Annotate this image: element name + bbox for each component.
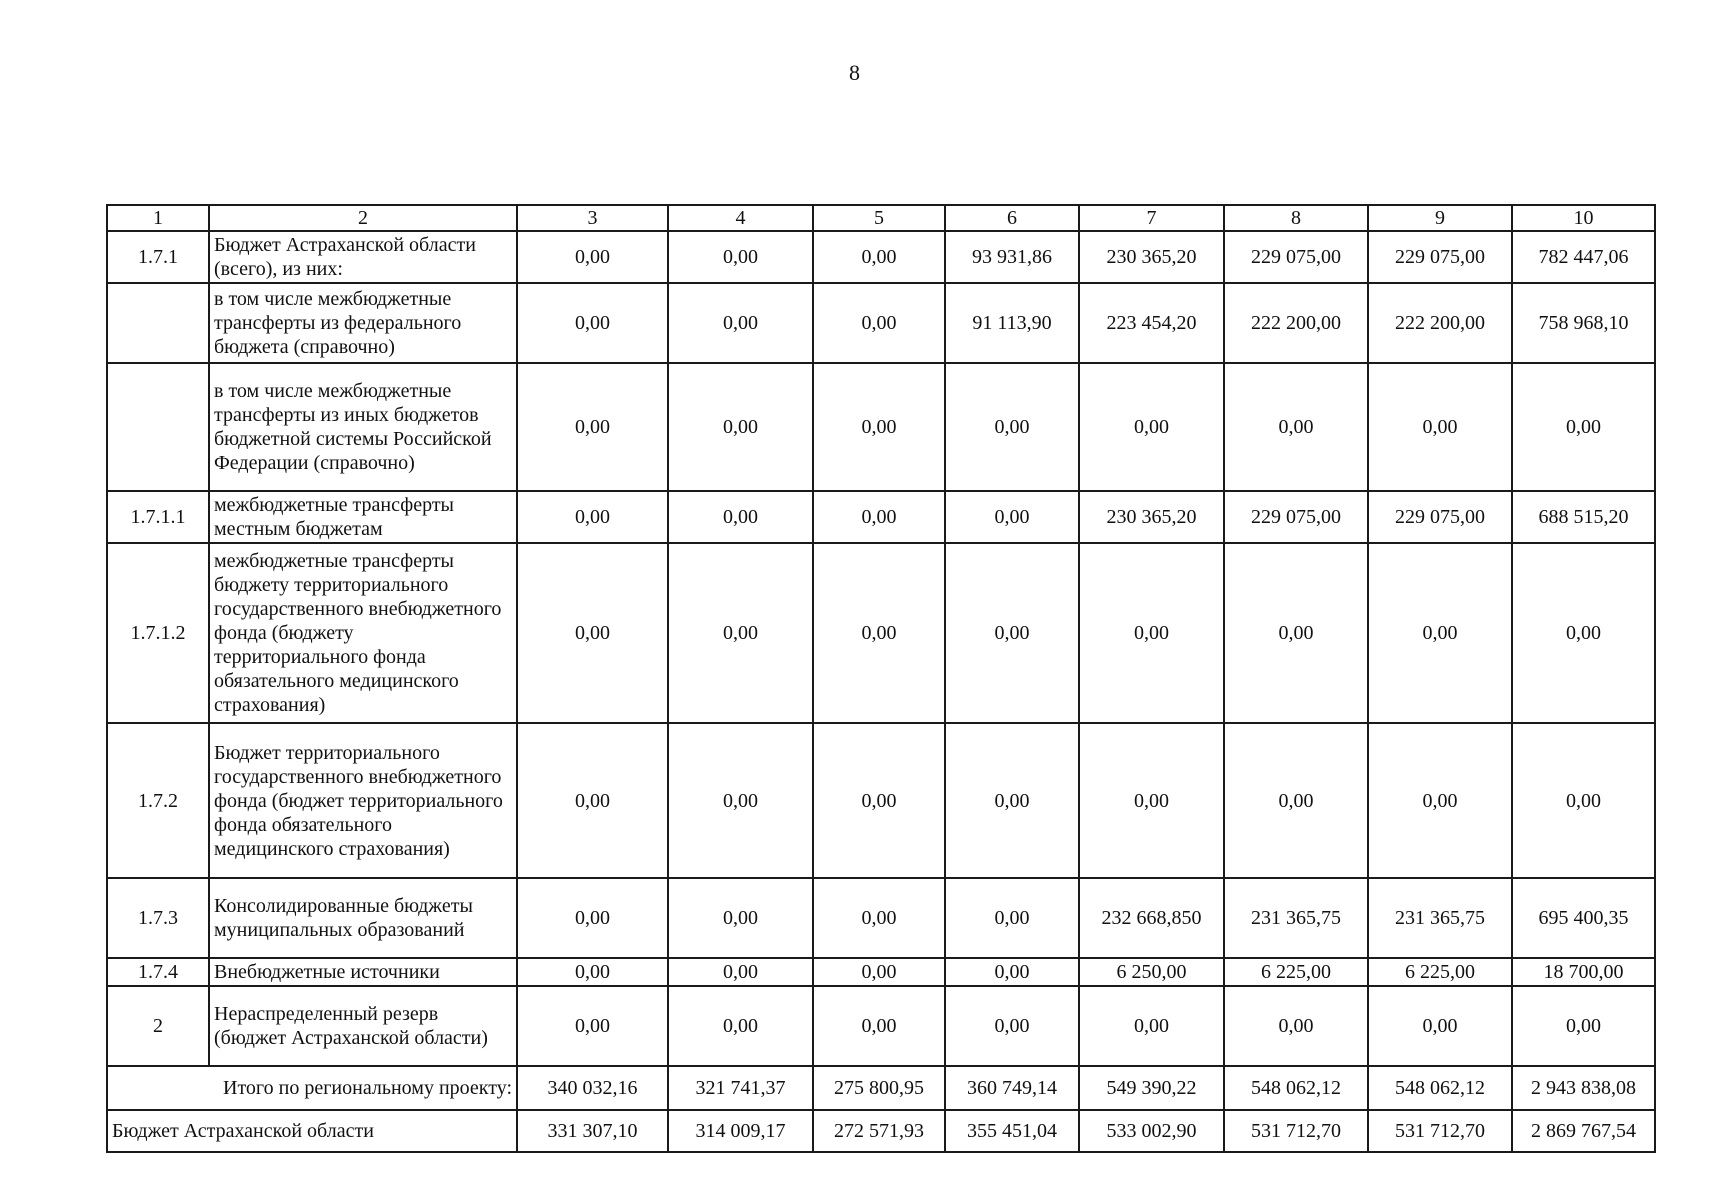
value-cell: 6 250,00: [1079, 958, 1224, 986]
value-cell: 0,00: [517, 543, 668, 723]
value-cell: 0,00: [945, 363, 1079, 491]
column-number: 6: [945, 205, 1079, 231]
row-code: 1.7.1.2: [107, 543, 209, 723]
value-cell: 758 968,10: [1512, 283, 1655, 363]
table-row: [107, 543, 1655, 723]
budget-table: [106, 204, 1656, 1153]
value-cell: 0,00: [813, 878, 945, 958]
value-cell: 0,00: [813, 543, 945, 723]
value-cell: 0,00: [668, 986, 813, 1066]
value-cell: 0,00: [1368, 363, 1512, 491]
row-description: межбюджетные трансферты местным бюджетам: [209, 491, 517, 543]
total-value: 321 741,37: [668, 1066, 813, 1110]
column-number: 3: [517, 205, 668, 231]
value-cell: 91 113,90: [945, 283, 1079, 363]
value-cell: 0,00: [668, 958, 813, 986]
footer-value: 272 571,93: [813, 1110, 945, 1152]
value-cell: 0,00: [517, 363, 668, 491]
row-description: в том числе межбюджетные трансферты из федерального бюджета (справочно): [209, 283, 517, 363]
row-code: 1.7.2: [107, 723, 209, 878]
value-cell: 222 200,00: [1224, 283, 1368, 363]
value-cell: 6 225,00: [1224, 958, 1368, 986]
value-cell: 0,00: [945, 958, 1079, 986]
value-cell: 0,00: [668, 363, 813, 491]
value-cell: 0,00: [517, 878, 668, 958]
total-row: [107, 1066, 1655, 1110]
value-cell: 0,00: [517, 283, 668, 363]
value-cell: 0,00: [1368, 986, 1512, 1066]
column-number: 4: [668, 205, 813, 231]
value-cell: 0,00: [1512, 363, 1655, 491]
column-number: 10: [1512, 205, 1655, 231]
row-description: Внебюджетные источники: [209, 958, 517, 986]
footer-value: 331 307,10: [517, 1110, 668, 1152]
row-description: в том числе межбюджетные трансферты из иных бюджетов бюджетной системы Российской Федерации (справочно): [209, 363, 517, 491]
row-description: Бюджет территориального государственного внебюджетного фонда (бюджет территориального фонда обязательного медицинского страхования): [209, 723, 517, 878]
value-cell: 0,00: [1224, 363, 1368, 491]
value-cell: 688 515,20: [1512, 491, 1655, 543]
value-cell: 0,00: [1368, 543, 1512, 723]
value-cell: 0,00: [813, 283, 945, 363]
footer-label: Бюджет Астраханской области: [107, 1110, 517, 1152]
value-cell: 0,00: [1224, 723, 1368, 878]
footer-value: 355 451,04: [945, 1110, 1079, 1152]
value-cell: 232 668,850: [1079, 878, 1224, 958]
footer-value: 314 009,17: [668, 1110, 813, 1152]
value-cell: 0,00: [668, 283, 813, 363]
row-code: [107, 363, 209, 491]
value-cell: 0,00: [517, 231, 668, 283]
footer-value: 533 002,90: [1079, 1110, 1224, 1152]
total-value: 548 062,12: [1368, 1066, 1512, 1110]
row-description: Нераспределенный резерв (бюджет Астраханской области): [209, 986, 517, 1066]
value-cell: 0,00: [1079, 543, 1224, 723]
value-cell: 0,00: [945, 543, 1079, 723]
row-description: Бюджет Астраханской области (всего), из них:: [209, 231, 517, 283]
table-row: [107, 231, 1655, 283]
row-description: Консолидированные бюджеты муниципальных образований: [209, 878, 517, 958]
value-cell: 0,00: [813, 986, 945, 1066]
value-cell: 0,00: [517, 986, 668, 1066]
value-cell: 0,00: [668, 878, 813, 958]
total-label: Итого по региональному проекту:: [107, 1066, 517, 1110]
column-number: 9: [1368, 205, 1512, 231]
table-row: [107, 491, 1655, 543]
total-value: 548 062,12: [1224, 1066, 1368, 1110]
table-row: [107, 283, 1655, 363]
table-row: [107, 363, 1655, 491]
table-row: [107, 723, 1655, 878]
value-cell: 0,00: [813, 723, 945, 878]
value-cell: 229 075,00: [1368, 231, 1512, 283]
value-cell: 0,00: [1368, 723, 1512, 878]
value-cell: 0,00: [668, 723, 813, 878]
value-cell: 0,00: [1224, 986, 1368, 1066]
value-cell: 93 931,86: [945, 231, 1079, 283]
table-row: [107, 878, 1655, 958]
column-number-row: [107, 205, 1655, 231]
total-value: 2 943 838,08: [1512, 1066, 1655, 1110]
value-cell: 229 075,00: [1224, 231, 1368, 283]
value-cell: 0,00: [945, 986, 1079, 1066]
column-number: 7: [1079, 205, 1224, 231]
row-code: 1.7.1: [107, 231, 209, 283]
value-cell: 0,00: [945, 878, 1079, 958]
footer-value: 2 869 767,54: [1512, 1110, 1655, 1152]
footer-value: 531 712,70: [1368, 1110, 1512, 1152]
value-cell: 18 700,00: [1512, 958, 1655, 986]
footer-value: 531 712,70: [1224, 1110, 1368, 1152]
row-code: 1.7.3: [107, 878, 209, 958]
value-cell: 0,00: [1512, 986, 1655, 1066]
value-cell: 6 225,00: [1368, 958, 1512, 986]
value-cell: 222 200,00: [1368, 283, 1512, 363]
value-cell: 0,00: [517, 723, 668, 878]
row-code: 1.7.4: [107, 958, 209, 986]
value-cell: 0,00: [945, 723, 1079, 878]
value-cell: 0,00: [813, 363, 945, 491]
value-cell: 0,00: [1079, 723, 1224, 878]
total-value: 275 800,95: [813, 1066, 945, 1110]
value-cell: 0,00: [1512, 723, 1655, 878]
table-row: [107, 986, 1655, 1066]
value-cell: 695 400,35: [1512, 878, 1655, 958]
row-code: 2: [107, 986, 209, 1066]
value-cell: 0,00: [813, 491, 945, 543]
value-cell: 0,00: [1079, 986, 1224, 1066]
row-description: межбюджетные трансферты бюджету территориального государственного внебюджетного фонда (бюджету территориального фонда обязательного медицинского страхования): [209, 543, 517, 723]
page-number: 8: [849, 60, 860, 85]
value-cell: 0,00: [813, 231, 945, 283]
value-cell: 782 447,06: [1512, 231, 1655, 283]
total-value: 360 749,14: [945, 1066, 1079, 1110]
value-cell: 0,00: [1512, 543, 1655, 723]
value-cell: 0,00: [668, 231, 813, 283]
footer-row: [107, 1110, 1655, 1152]
value-cell: 229 075,00: [1224, 491, 1368, 543]
column-number: 5: [813, 205, 945, 231]
total-value: 340 032,16: [517, 1066, 668, 1110]
table-row: [107, 958, 1655, 986]
column-number: 2: [209, 205, 517, 231]
value-cell: 231 365,75: [1368, 878, 1512, 958]
value-cell: 0,00: [945, 491, 1079, 543]
value-cell: 0,00: [517, 491, 668, 543]
value-cell: 0,00: [517, 958, 668, 986]
value-cell: 230 365,20: [1079, 231, 1224, 283]
column-number: 8: [1224, 205, 1368, 231]
value-cell: 0,00: [1079, 363, 1224, 491]
column-number: 1: [107, 205, 209, 231]
value-cell: 223 454,20: [1079, 283, 1224, 363]
row-code: 1.7.1.1: [107, 491, 209, 543]
value-cell: 0,00: [813, 958, 945, 986]
value-cell: 0,00: [1224, 543, 1368, 723]
value-cell: 229 075,00: [1368, 491, 1512, 543]
value-cell: 230 365,20: [1079, 491, 1224, 543]
value-cell: 231 365,75: [1224, 878, 1368, 958]
value-cell: 0,00: [668, 491, 813, 543]
row-code: [107, 283, 209, 363]
total-value: 549 390,22: [1079, 1066, 1224, 1110]
value-cell: 0,00: [668, 543, 813, 723]
